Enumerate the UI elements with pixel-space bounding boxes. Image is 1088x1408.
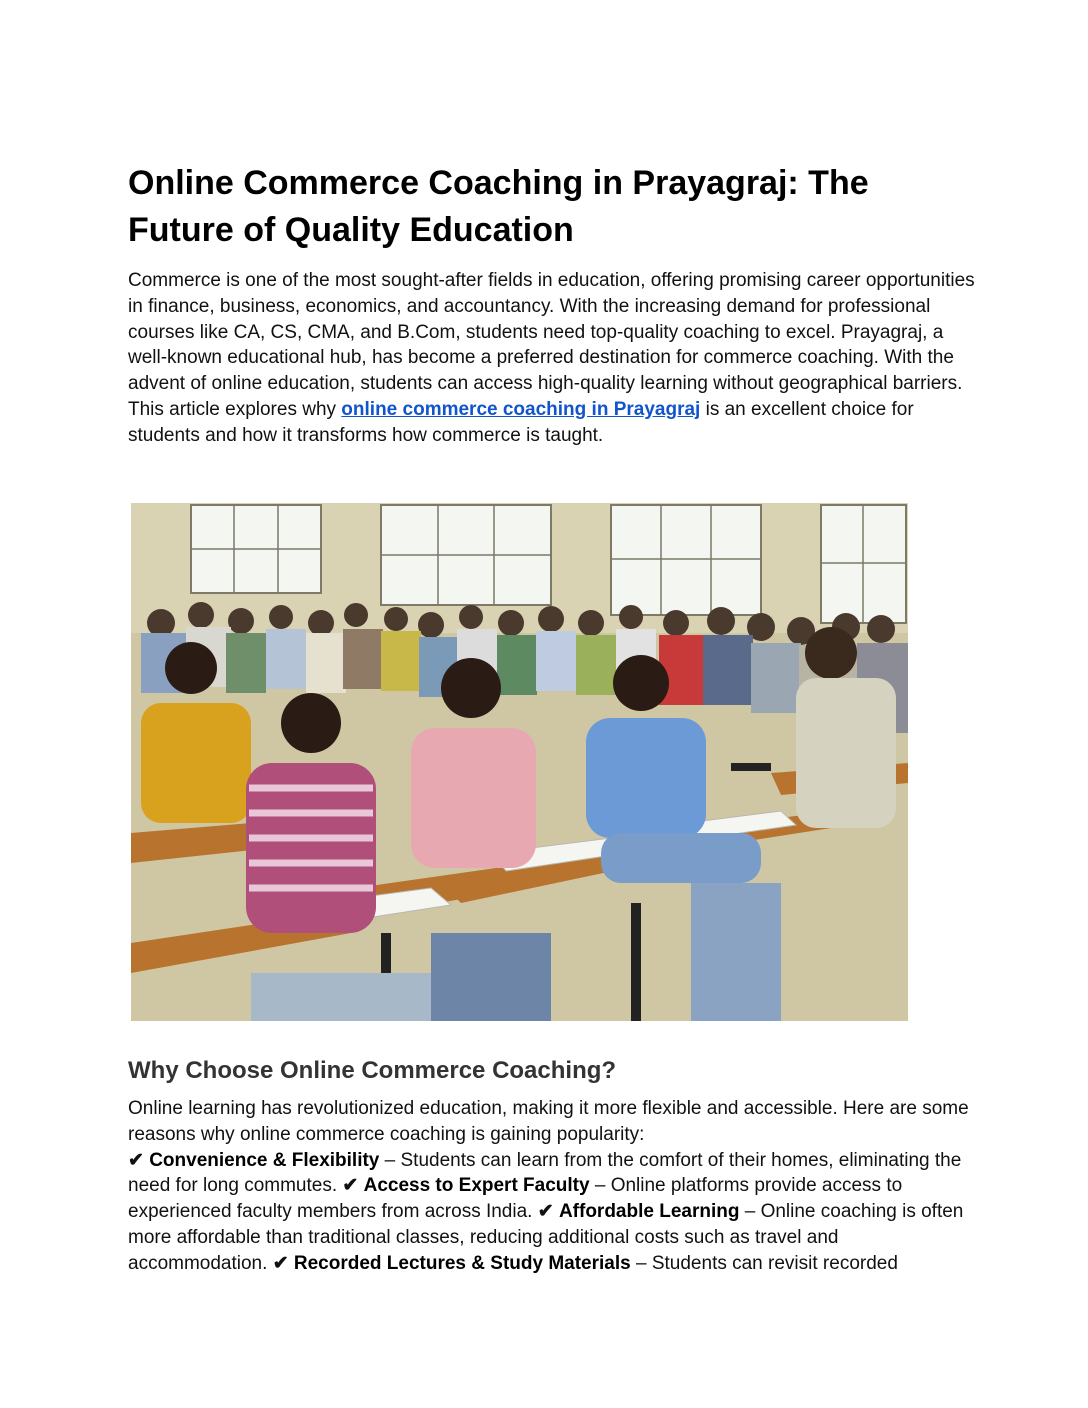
point-title: Recorded Lectures & Study Materials bbox=[293, 1252, 631, 1274]
check-icon: ✔ bbox=[537, 1201, 554, 1223]
section-body bbox=[128, 1096, 978, 1277]
check-icon: ✔ bbox=[128, 1149, 144, 1171]
explore-text-after: is an excellent choice for students and how it transforms how commerce is taught. bbox=[128, 398, 914, 446]
point-text: – Students can learn from the comfort of their homes, eliminating the need for long commutes. bbox=[128, 1149, 962, 1197]
point-text: – Online platforms provide access to experienced faculty members from across India. bbox=[128, 1175, 903, 1223]
point-title: Convenience & Flexibility bbox=[149, 1149, 380, 1171]
check-icon: ✔ bbox=[272, 1252, 289, 1274]
point-title: Access to Expert Faculty bbox=[363, 1175, 590, 1197]
section-lead: Online learning has revolutionized education, making it more flexible and accessible. Here are some reasons why online commerce coaching is gaining popularity: bbox=[128, 1098, 969, 1145]
intro-block bbox=[128, 268, 978, 449]
explore-paragraph bbox=[128, 397, 978, 449]
section-heading: Why Choose Online Commerce Coaching? bbox=[128, 1057, 617, 1084]
point-text: – Students can revisit recorded bbox=[630, 1252, 898, 1274]
intro-paragraph: Commerce is one of the most sought-after fields in education, offering promising career opportunities in finance, business, economics, and accountancy. With the increasing demand for professional courses like CA, CS, CMA, and B.Com, students need top-quality coaching to excel. Prayagraj, a well-known educational hub, has become a preferred destination for commerce coaching. With the advent of online education, students can access high-quality learning without geographical barriers. bbox=[128, 270, 975, 395]
explore-text-before: This article explores why bbox=[128, 398, 342, 420]
point-text: – Online coaching is often more affordable than traditional classes, reducing additional costs such as travel and accommodation. bbox=[128, 1201, 964, 1274]
coaching-link[interactable]: online commerce coaching in Prayagraj bbox=[341, 398, 701, 420]
point-title: Affordable Learning bbox=[558, 1201, 740, 1223]
classroom-photo bbox=[131, 503, 908, 1021]
classroom-photo-illustration bbox=[131, 503, 908, 1021]
article-title: Online Commerce Coaching in Prayagraj: The Future of Quality Education bbox=[128, 164, 869, 249]
check-icon: ✔ bbox=[342, 1175, 359, 1197]
